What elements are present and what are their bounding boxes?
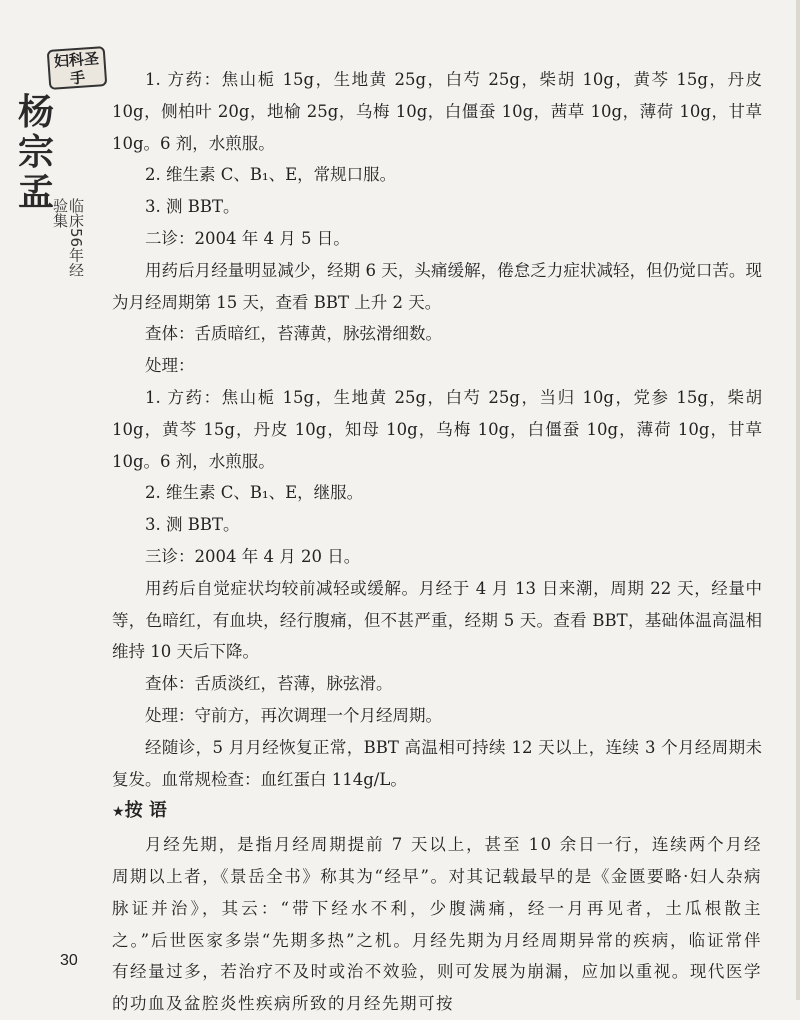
paragraph-treatment-3: 处理：守前方，再次调理一个月经周期。 — [145, 705, 442, 725]
page-body — [112, 64, 762, 1020]
series-mark — [8, 48, 108, 288]
paragraph-bbt-2: 3. 测 BBT。 — [145, 515, 240, 535]
series-author: 杨宗孟 — [18, 91, 55, 213]
second-visit-date: 二诊：2004 年 4 月 5 日。 — [145, 228, 350, 248]
paragraph-second-visit: 用药后月经量明显减少，经期 6 天，头痛缓解，倦怠乏力症状减轻，但仍觉口苦。现为月经周期第 15 天，查看 BBT 上升 2 天。 — [112, 260, 762, 312]
commentary-heading: ★按 语 — [112, 800, 167, 822]
series-subtitle: 临床56年经验集 — [51, 198, 85, 278]
paragraph-exam-2: 查体：舌质暗红，苔薄黄，脉弦滑细数。 — [145, 324, 442, 344]
series-logo: 妇科圣手 — [47, 46, 108, 90]
paragraph-bbt-1: 3. 测 BBT。 — [145, 197, 240, 217]
paragraph-exam-3: 查体：舌质淡红，苔薄，脉弦滑。 — [145, 674, 393, 694]
commentary-text: 月经先期，是指月经周期提前 7 天以上，甚至 10 余日一行，连续两个月经周期以上者，《景岳全书》称其为“经早”。对其记载最早的是《金匮要略·妇人杂病脉证并治》，其云：“带下经水不利，少腹满痛，经一月再见者，土瓜根散主之。”后世医家多崇“先期多热”之机。月经先期为月经周期异常的疾病，临证常伴有经量过多，若治疗不及时或治不效验，则可发展为崩漏，应加以重视。现代医学的功血及盆腔炎性疾病所致的月经先期可按 — [112, 835, 762, 1014]
page-number: 30 — [60, 952, 78, 969]
paragraph-prescription-2: 1. 方药：焦山栀 15g，生地黄 25g，白芍 25g，当归 10g，党参 15g，柴胡 10g，黄芩 15g，丹皮 10g，知母 10g，乌梅 10g，白僵蚕 10g，薄荷 10g，甘草 10g。6 剂，水煎服。 — [112, 387, 762, 471]
paragraph-treatment-label: 处理： — [145, 356, 195, 376]
paragraph-follow-up: 经随诊，5 月月经恢复正常，BBT 高温相可持续 12 天以上，连续 3 个月经周期未复发。血常规检查：血红蛋白 114g/L。 — [112, 737, 762, 789]
paragraph-third-visit: 用药后自觉症状均较前减轻或缓解。月经于 4 月 13 日来潮，周期 22 天，经量中等，色暗红，有血块，经行腹痛，但不甚严重，经期 5 天。查看 BBT，基础体温高温相维持 10 天后下降。 — [112, 578, 762, 662]
third-visit-date: 三诊：2004 年 4 月 20 日。 — [145, 546, 361, 566]
paragraph-vitamin-2: 2. 维生素 C、B₁、E，继服。 — [145, 483, 364, 503]
paragraph-vitamin-1: 2. 维生素 C、B₁、E，常规口服。 — [145, 165, 397, 185]
star-icon: ★ — [112, 804, 125, 821]
page-edge — [796, 0, 800, 1000]
paragraph-prescription-1: 1. 方药：焦山栀 15g，生地黄 25g，白芍 25g，柴胡 10g，黄芩 15g，丹皮 10g，侧柏叶 20g，地榆 25g，乌梅 10g，白僵蚕 10g，茜草 10g，薄荷 10g，甘草 10g。6 剂，水煎服。 — [112, 70, 762, 153]
